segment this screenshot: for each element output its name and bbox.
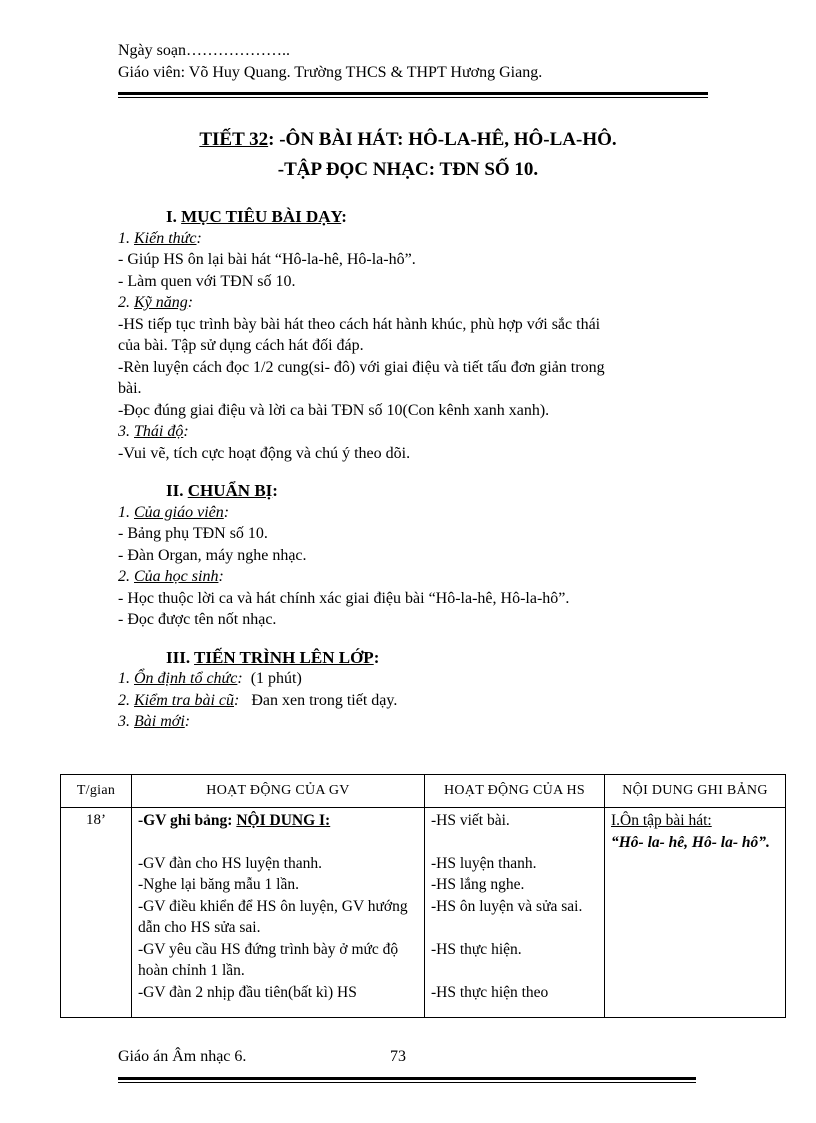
footer-divider [118,1077,696,1083]
sub-rest: Đan xen trong tiết dạy. [239,691,398,709]
section-1-sub-2 [118,292,698,314]
hs-line: -HS thực hiện theo [431,983,549,1001]
lesson-body [118,206,698,733]
sub-colon: : [196,229,202,247]
sub-number: 1. [118,670,134,687]
text-line: - Bảng phụ TĐN số 10. [118,525,268,542]
section-1-sub-3 [118,421,698,443]
text-line: - Đàn Organ, máy nghe nhạc. [118,546,307,564]
section-1-title: MỤC TIÊU BÀI DẠY [181,207,342,226]
sub-label: Kiểm tra bài cũ [134,691,234,709]
text-line: -Rèn luyện cách đọc 1/2 cung(si- đô) với giai điệu và tiết tấu đơn giản trong [118,358,605,376]
lesson-number: TIẾT 32 [199,129,269,150]
gv-first-prefix: -GV ghi bảng: [138,812,237,829]
board-title: I.Ôn tập bài hát: [611,812,712,829]
text-line: - Đọc được tên nốt nhạc. [118,611,277,628]
section-2-sub-1 [118,502,698,524]
text-line: -HS tiếp tục trình bày bài hát theo cách hát hành khúc, phù hợp với sắc thái [118,315,601,333]
student-activity-cell [425,808,605,1018]
table-row [61,808,786,1018]
footer-text: Giáo án Âm nhạc 6. [118,1048,247,1065]
col-header-teacher: HOẠT ĐỘNG CỦA GV [132,775,425,808]
text-line: -Vui vẽ, tích cực hoạt động và chú ý theo dõi. [118,444,411,462]
sub-number: 3. [118,423,134,440]
section-2-numeral: II. [166,481,188,500]
sub-colon: : [184,713,191,730]
gv-first-bold: NỘI DUNG I: [236,812,331,829]
gv-line: -GV đàn cho HS luyện thanh. [138,854,322,872]
spacer [431,832,598,853]
sub-rest: (1 phút) [242,670,302,687]
sub-label: Của học sinh [134,568,219,585]
text-line: của bài. Tập sử dụng cách hát đối đáp. [118,337,364,354]
lesson-title-rest: : -ÔN BÀI HÁT: HÔ-LA-HÊ, HÔ-LA-HÔ. [268,129,617,150]
table-header-row [61,775,786,808]
section-2-sub-2 [118,566,698,588]
sub-colon: : [187,294,194,311]
col-header-board: NỘI DUNG GHI BẢNG [605,775,786,808]
gv-first-line [138,810,418,832]
page-number: 73 [390,1048,406,1065]
sub-colon: : [234,691,240,709]
sub-colon: : [223,503,230,521]
hs-line: -HS viết bài. [431,812,510,829]
section-3-colon: : [373,647,380,667]
section-3-sub-3 [118,711,698,733]
hs-line: -HS ôn luyện và sửa sai. [431,897,583,915]
sub-label: Thái độ [134,423,184,440]
spacer [118,464,698,480]
sub-colon: : [218,568,224,585]
gv-line: -GV yêu cầu HS đứng trình bày ở mức độ hoàn chỉnh 1 lần. [138,940,399,979]
gv-line: -Nghe lại băng mẫu 1 lần. [138,876,299,893]
teacher-activity-cell [132,808,425,1018]
hs-line: -HS thực hiện. [431,940,522,958]
sub-number: 2. [118,294,134,311]
header [118,40,542,84]
lesson-title-line1 [0,124,816,156]
section-2-title: CHUẨN BỊ [187,481,273,500]
text-line: bài. [118,380,142,397]
date-line: Ngày soạn……………….. [118,42,290,59]
spacer [138,832,418,853]
section-2-heading [118,480,698,502]
text-line: - Làm quen với TĐN số 10. [118,272,296,290]
sub-label: Của giáo viên [134,503,224,521]
board-song-name: “Hô- la- hê, Hô- la- hô”. [611,833,770,851]
sub-colon: : [183,423,189,440]
section-1-sub-1 [118,228,698,250]
sub-number: 3. [118,713,134,730]
gv-line: -GV đàn 2 nhịp đầu tiên(bất kì) HS [138,983,357,1001]
text-line: - Giúp HS ôn lại bài hát “Hô-la-hê, Hô-la-hô”. [118,251,416,268]
spacer [118,631,698,647]
col-header-student: HOẠT ĐỘNG CỦA HS [425,775,605,808]
time-cell: 18’ [61,808,132,1018]
hs-line: -HS luyện thanh. [431,854,537,872]
sub-colon: : [237,670,243,687]
sub-number: 1. [118,229,134,247]
teacher-line: Giáo viên: Võ Huy Quang. Trường THCS & THPT Hương Giang. [118,64,543,81]
sub-label: Kỹ năng [134,294,188,311]
lesson-title-line2: -TẬP ĐỌC NHẠC: TĐN SỐ 10. [277,159,539,180]
sub-label: Kiến thức [134,229,197,247]
section-1-heading [118,206,698,228]
hs-line: -HS lắng nghe. [431,876,525,893]
header-divider [118,92,708,98]
text-line: - Học thuộc lời ca và hát chính xác giai điệu bài “Hô-la-hê, Hô-la-hô”. [118,589,570,607]
sub-number: 2. [118,691,134,709]
section-1-numeral: I. [166,207,182,226]
text-line: -Đọc đúng giai điệu và lời ca bài TĐN số 10(Con kênh xanh xanh). [118,401,550,419]
section-3-heading [118,647,698,669]
sub-label: Bài mới [134,713,185,730]
section-3-sub-1 [118,668,698,690]
section-3-numeral: III. [166,647,195,667]
section-3-title: TIẾN TRÌNH LÊN LỚP [194,647,374,667]
col-header-time: T/gian [61,775,132,808]
lesson-plan-table [60,774,786,1018]
section-1-colon: : [341,207,347,226]
sub-label: Ổn định tổ chức [134,670,238,687]
section-3-sub-2 [118,690,698,712]
board-content-cell [605,808,786,1018]
sub-number: 1. [118,503,134,521]
section-2-colon: : [272,481,278,500]
gv-line: -GV điều khiển để HS ôn luyện, GV hướng dẫn cho HS sửa sai. [138,897,408,936]
sub-number: 2. [118,568,134,585]
